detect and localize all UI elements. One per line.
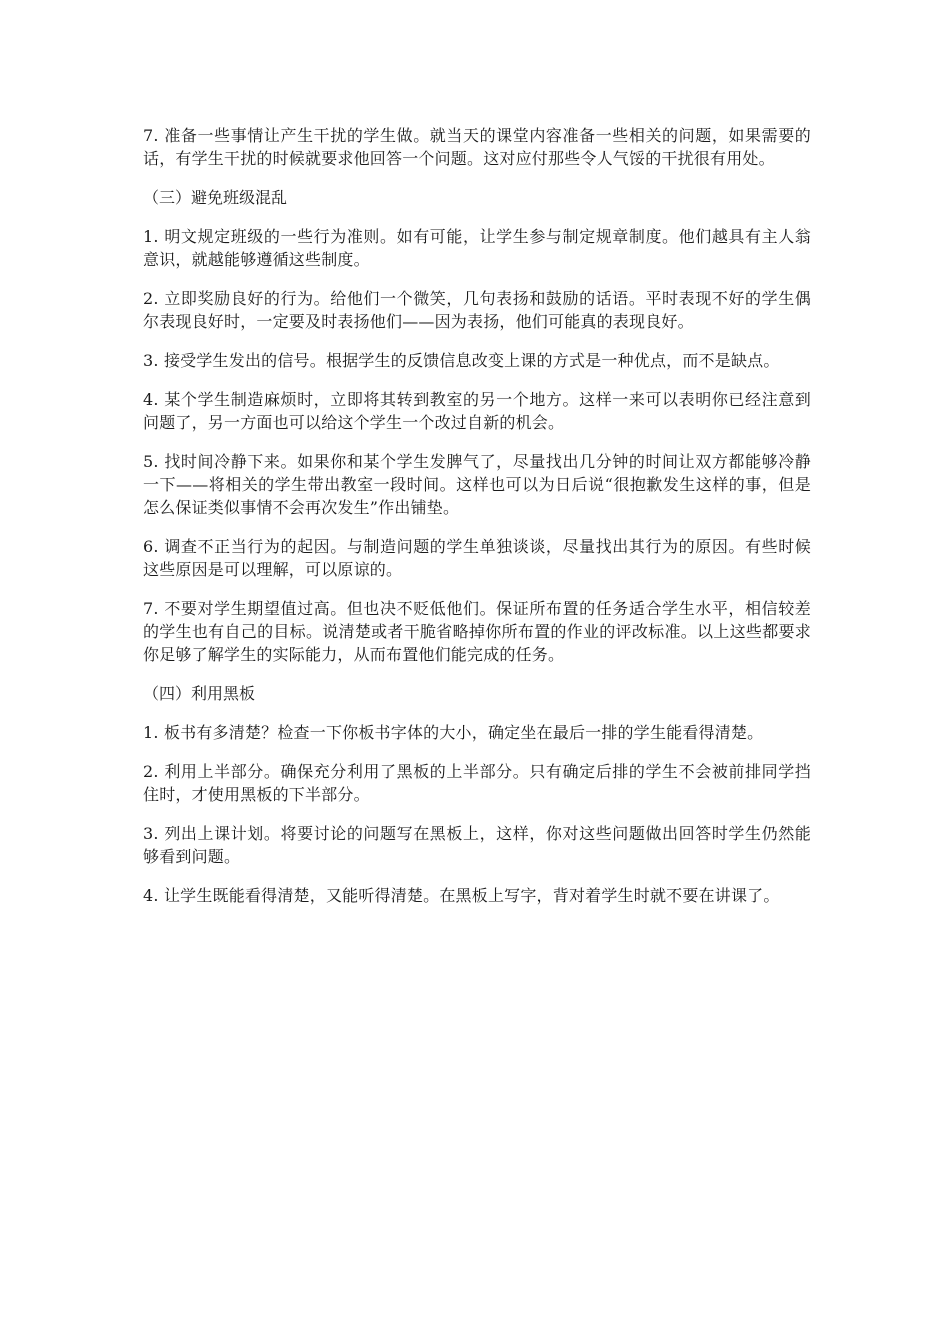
paragraph-7-expectations: 7. 不要对学生期望值过高。但也决不贬低他们。保证所布置的任务适合学生水平，相信较差的学生也有自己的目标。说清楚或者干脆省略掉你所布置的作业的评改标准。以上这些都要求你足够了解学生的实际能力，从而布置他们能完成的任务。: [143, 599, 811, 664]
paragraph-2-reward-good-behavior: 2. 立即奖励良好的行为。给他们一个微笑，几句表扬和鼓励的话语。平时表现不好的学生偶尔表现良好时，一定要及时表扬他们——因为表扬，他们可能真的表现良好。: [143, 289, 811, 331]
paragraph-4-move-student: 4. 某个学生制造麻烦时，立即将其转到教室的另一个地方。这样一来可以表明你已经注意到问题了，另一方面也可以给这个学生一个改过自新的机会。: [143, 390, 811, 432]
paragraph-7-interference-tasks: 7. 准备一些事情让产生干扰的学生做。就当天的课堂内容准备一些相关的问题，如果需要的话，有学生干扰的时候就要求他回答一个问题。这对应付那些令人气馁的干扰很有用处。: [143, 126, 811, 168]
paragraph-3-lesson-plan: 3. 列出上课计划。将要讨论的问题写在黑板上，这样，你对这些问题做出回答时学生仍然能够看到问题。: [143, 824, 811, 866]
paragraph-1-behavior-rules: 1. 明文规定班级的一些行为准则。如有可能，让学生参与制定规章制度。他们越具有主人翁意识，就越能够遵循这些制度。: [143, 227, 811, 269]
paragraph-5-calm-down: 5. 找时间冷静下来。如果你和某个学生发脾气了，尽量找出几分钟的时间让双方都能够冷静一下——将相关的学生带出教室一段时间。这样也可以为日后说“很抱歉发生这样的事，但是怎么保证类似事情不会再次发生”作出铺垫。: [143, 452, 811, 517]
paragraph-2-upper-half: 2. 利用上半部分。确保充分利用了黑板的上半部分。只有确定后排的学生不会被前排同学挡住时，才使用黑板的下半部分。: [143, 762, 811, 804]
paragraph-6-investigate-causes: 6. 调查不正当行为的起因。与制造问题的学生单独谈谈，尽量找出其行为的原因。有些时候这些原因是可以理解，可以原谅的。: [143, 537, 811, 579]
paragraph-3-accept-signals: 3. 接受学生发出的信号。根据学生的反馈信息改变上课的方式是一种优点，而不是缺点。: [143, 351, 780, 370]
paragraph-1-board-clarity: 1. 板书有多清楚？检查一下你板书字体的大小，确定坐在最后一排的学生能看得清楚。: [143, 723, 764, 742]
document-page: [143, 124, 811, 923]
paragraph-4-see-and-hear: 4. 让学生既能看得清楚，又能听得清楚。在黑板上写字，背对着学生时就不要在讲课了。: [143, 886, 780, 905]
section-heading-avoid-class-chaos: （三）避免班级混乱: [143, 188, 288, 207]
section-heading-use-blackboard: （四）利用黑板: [143, 684, 256, 703]
